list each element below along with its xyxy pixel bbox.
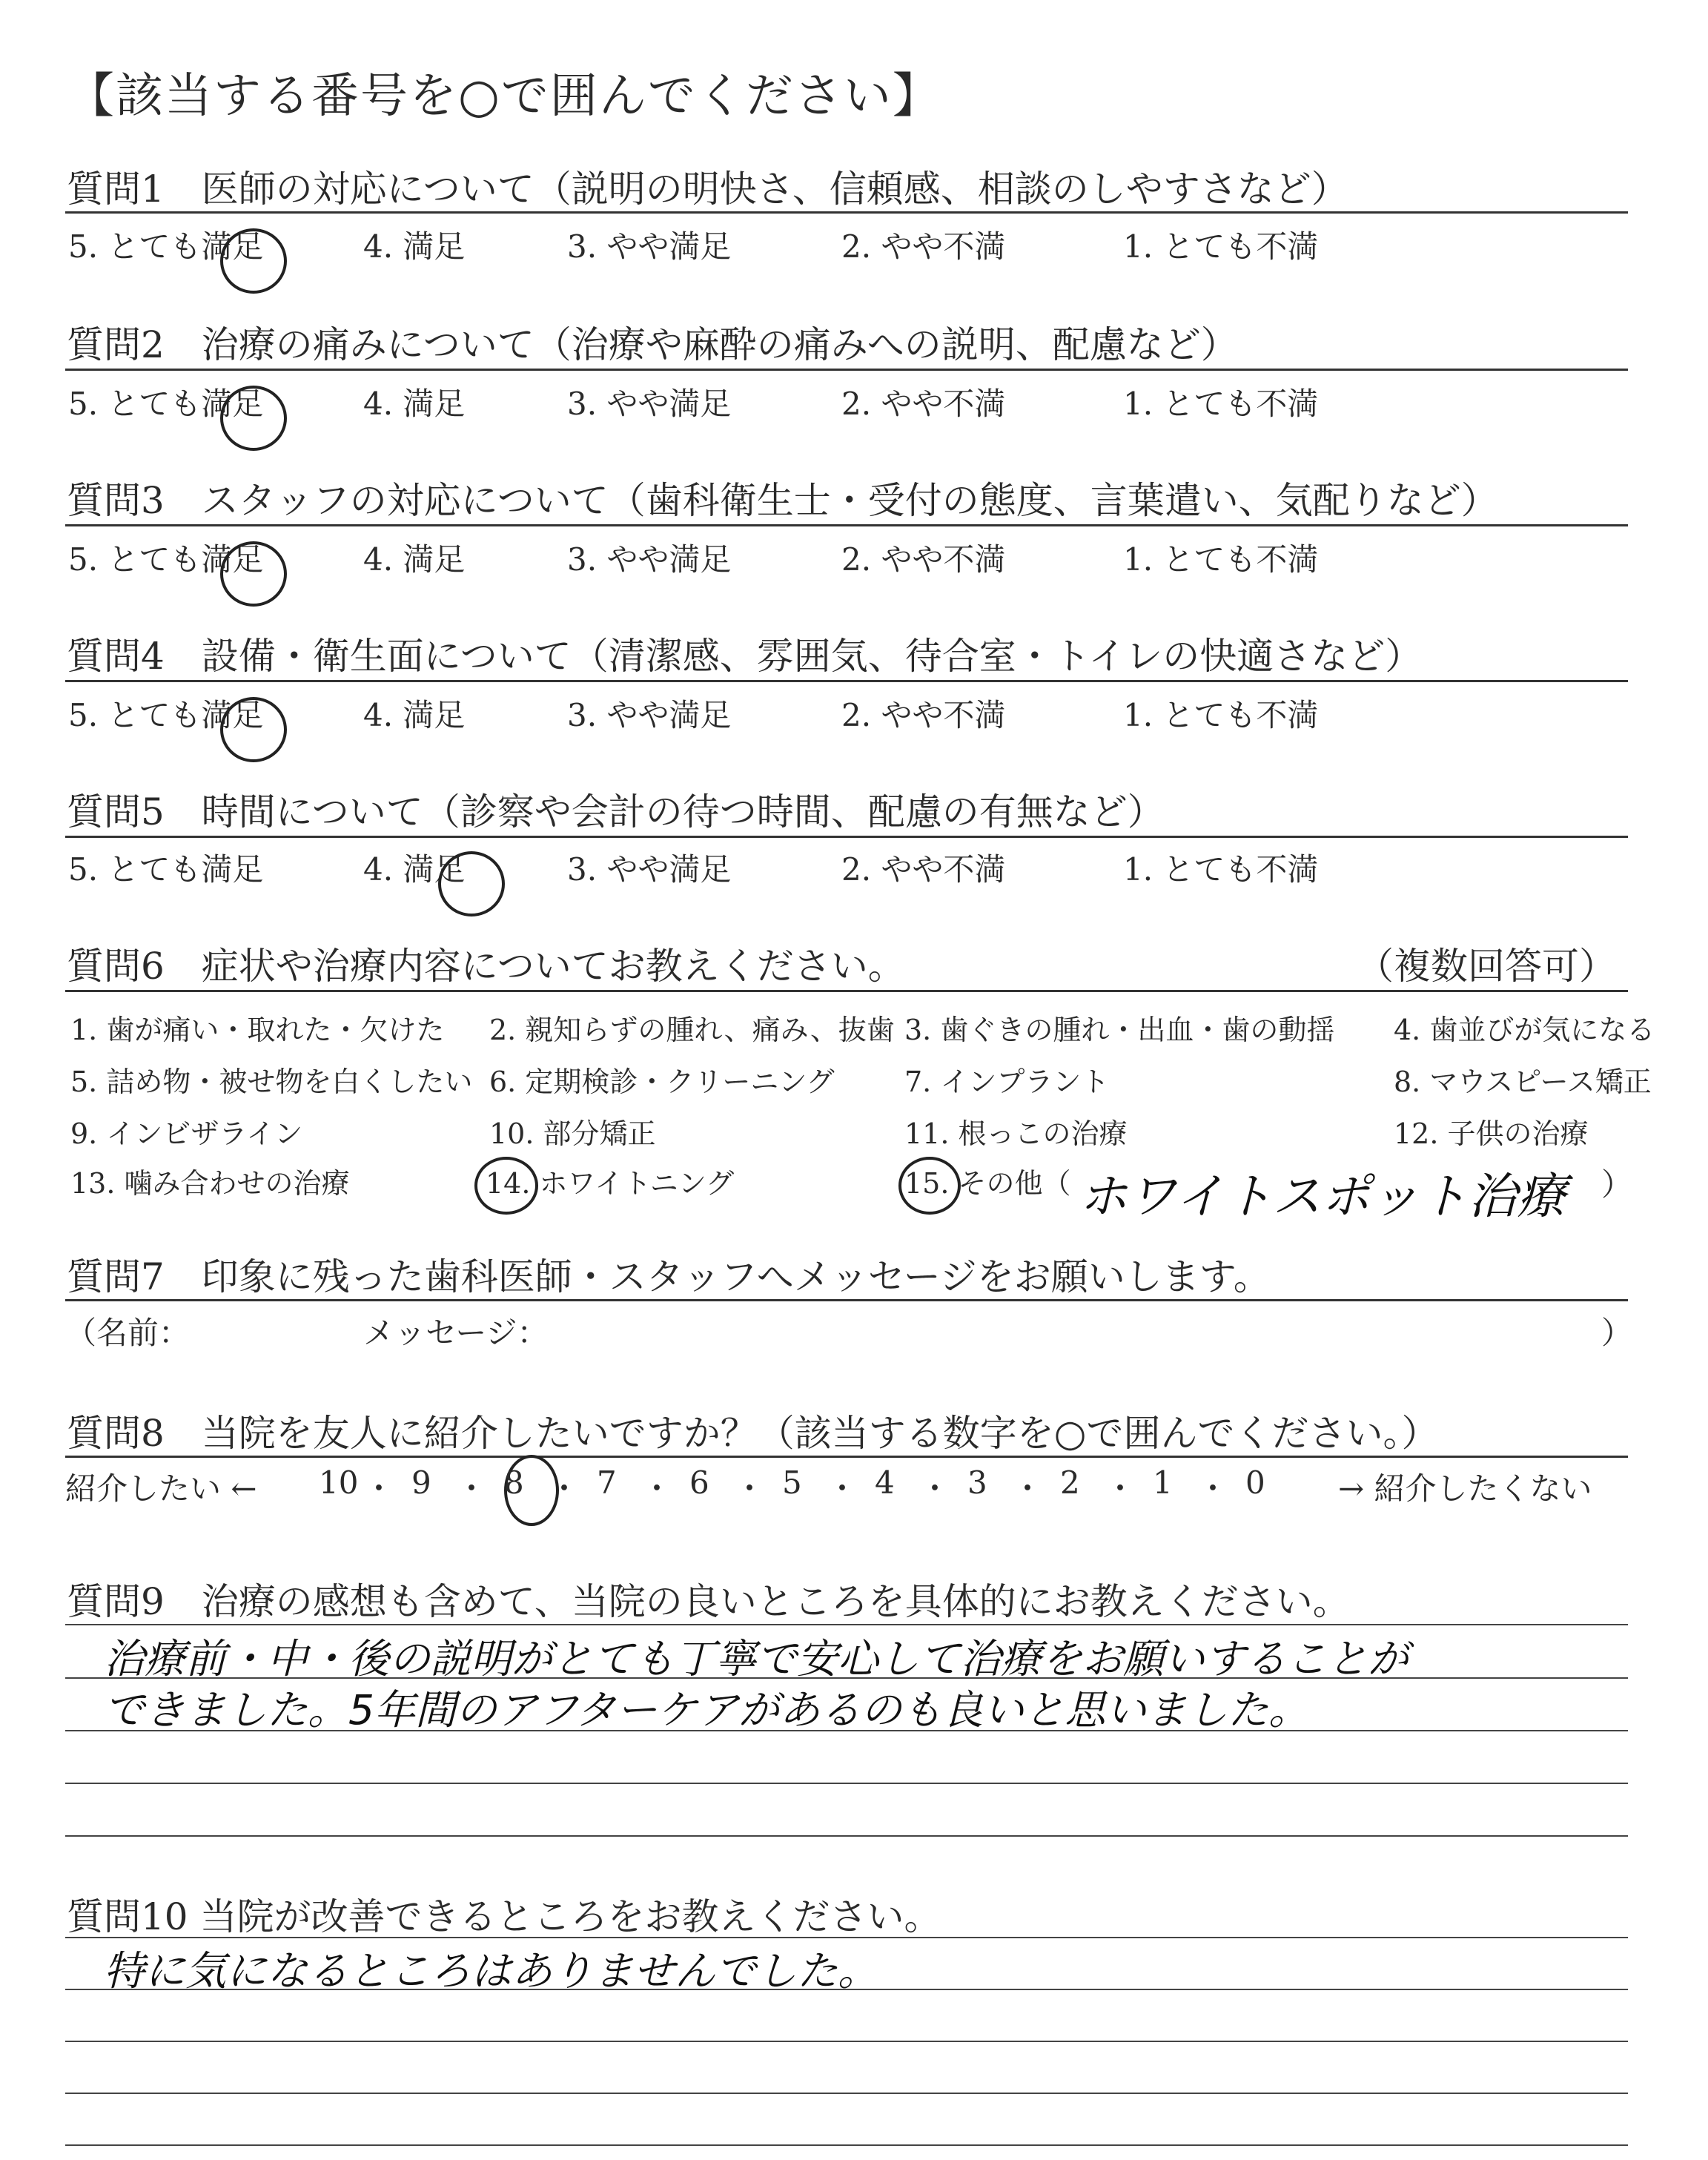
scale-separator: ・ <box>549 1470 580 1507</box>
scale-separator: ・ <box>456 1470 488 1507</box>
answer-circle <box>220 386 287 451</box>
rating-option[interactable]: 5. とても満足 <box>68 851 264 888</box>
rating-option[interactable]: 2. やや不満 <box>841 541 1006 578</box>
scale-separator: ・ <box>641 1470 673 1507</box>
q6-option[interactable]: 2. 親知らずの腫れ、痛み、抜歯 <box>489 1014 895 1046</box>
question-1: 質問1 医師の対応について（説明の明快さ、信頼感、相談のしやすさなど） <box>67 168 1348 211</box>
question-2: 質問2 治療の痛みについて（治療や麻酔の痛みへの説明、配慮など） <box>67 323 1238 366</box>
rating-option[interactable]: 3. やや満足 <box>567 228 732 265</box>
q6-option[interactable]: 5. 詰め物・被せ物を白くしたい <box>70 1066 473 1098</box>
answer-line <box>65 1783 1628 1784</box>
q6-option[interactable]: 7. インプラント <box>904 1066 1110 1098</box>
rating-option[interactable]: 1. とても不満 <box>1123 541 1319 578</box>
rating-option[interactable]: 4. 満足 <box>363 386 466 422</box>
rating-option[interactable]: 2. やや不満 <box>841 697 1006 733</box>
q6-option[interactable]: 12. 子供の治療 <box>1394 1117 1589 1150</box>
rating-option[interactable]: 2. やや不満 <box>841 386 1006 422</box>
answer-circle <box>220 228 287 294</box>
rating-option[interactable]: 1. とても不満 <box>1123 697 1319 733</box>
q6-option[interactable]: 13. 噛み合わせの治療 <box>70 1167 350 1200</box>
answer-line <box>65 1989 1628 1990</box>
scale-separator: ・ <box>1012 1470 1044 1507</box>
answer-circle <box>438 851 505 916</box>
scale-number[interactable]: 3 <box>967 1464 987 1501</box>
q6-option[interactable]: 4. 歯並びが気になる <box>1394 1014 1655 1046</box>
scale-number[interactable]: 5 <box>782 1464 802 1501</box>
answer-line <box>65 2093 1628 2094</box>
rating-option[interactable]: 3. やや満足 <box>567 541 732 578</box>
divider <box>65 836 1628 838</box>
q6-option[interactable]: 6. 定期検診・クリーニング <box>489 1066 835 1098</box>
q6-option[interactable]: 11. 根っこの治療 <box>904 1117 1128 1150</box>
q6-option[interactable]: 15. その他（ <box>904 1167 1071 1200</box>
answer-line <box>65 2144 1628 2146</box>
answer-circle <box>220 697 287 762</box>
page-title: 【該当する番号を○で囲んでください】 <box>67 69 941 124</box>
rating-option[interactable]: 4. 満足 <box>363 697 466 733</box>
scale-separator: ・ <box>1105 1470 1136 1507</box>
scale-separator: ・ <box>1197 1470 1229 1507</box>
rating-option[interactable]: 1. とても不満 <box>1123 228 1319 265</box>
q9-answer-line-2: できました。5年間のアフターケアがあるのも良いと思いました。 <box>104 1686 1310 1734</box>
scale-separator: ・ <box>827 1470 858 1507</box>
rating-option[interactable]: 1. とても不満 <box>1123 851 1319 888</box>
divider <box>65 680 1628 682</box>
q7-close: ） <box>1601 1315 1633 1351</box>
divider <box>65 990 1628 992</box>
question-6: 質問6 症状や治療内容についてお教えください。 <box>67 945 905 988</box>
scale-number[interactable]: 8 <box>504 1464 524 1501</box>
scale-separator: ・ <box>919 1470 951 1507</box>
q10-answer: 特に気になるところはありませんでした。 <box>104 1947 879 1995</box>
scale-number[interactable]: 1 <box>1153 1464 1173 1501</box>
q7-name-label: （名前： <box>65 1315 191 1351</box>
q8-left-label: 紹介したい ← <box>65 1470 257 1507</box>
q6-option[interactable]: 14. ホワイトニング <box>486 1167 735 1200</box>
q6-other-answer: ホワイトスポット治療 <box>1079 1168 1566 1225</box>
rating-option[interactable]: 4. 満足 <box>363 851 466 888</box>
question-3: 質問3 スタッフの対応について（歯科衛生士・受付の態度、言葉遣い、気配りなど） <box>67 479 1498 522</box>
rating-option[interactable]: 5. とても満足 <box>68 386 264 422</box>
question-8: 質問8 当院を友人に紹介したいですか？（該当する数字を○で囲んでください。） <box>67 1412 1439 1455</box>
divider <box>65 211 1628 214</box>
scale-number[interactable]: 9 <box>411 1464 431 1501</box>
scale-number[interactable]: 4 <box>875 1464 895 1501</box>
answer-line <box>65 1730 1628 1731</box>
question-7: 質問7 印象に残った歯科医師・スタッフへメッセージをお願いします。 <box>67 1255 1271 1298</box>
divider <box>65 1456 1628 1458</box>
scale-number[interactable]: 2 <box>1060 1464 1080 1501</box>
rating-option[interactable]: 5. とても満足 <box>68 697 264 733</box>
rating-option[interactable]: 2. やや不満 <box>841 851 1006 888</box>
answer-line <box>65 1624 1628 1625</box>
question-10: 質問10 当院が改善できるところをお教えください。 <box>67 1895 941 1938</box>
rating-option[interactable]: 1. とても不満 <box>1123 386 1319 422</box>
rating-option[interactable]: 4. 満足 <box>363 228 466 265</box>
divider <box>65 524 1628 526</box>
q7-message-label: メッセージ： <box>363 1315 549 1351</box>
scale-number[interactable]: 6 <box>689 1464 709 1501</box>
answer-line <box>65 2041 1628 2042</box>
answer-line <box>65 1835 1628 1837</box>
q6-option[interactable]: 8. マウスピース矯正 <box>1394 1066 1652 1098</box>
rating-option[interactable]: 5. とても満足 <box>68 541 264 578</box>
rating-option[interactable]: 3. やや満足 <box>567 851 732 888</box>
q6-option[interactable]: 1. 歯が痛い・取れた・欠けた <box>70 1014 445 1046</box>
scale-number[interactable]: 10 <box>319 1464 359 1501</box>
question-9: 質問9 治療の感想も含めて、当院の良いところを具体的にお教えください。 <box>67 1580 1350 1623</box>
scale-number[interactable]: 7 <box>597 1464 617 1501</box>
scale-separator: ・ <box>363 1470 395 1507</box>
scale-separator: ・ <box>734 1470 766 1507</box>
divider <box>65 369 1628 371</box>
q8-right-label: → 紹介したくない <box>1338 1470 1592 1507</box>
q6-option[interactable]: 9. インビザライン <box>70 1117 303 1150</box>
scale-number[interactable]: 0 <box>1245 1464 1265 1501</box>
rating-option[interactable]: 3. やや満足 <box>567 697 732 733</box>
q6-option[interactable]: 3. 歯ぐきの腫れ・出血・歯の動揺 <box>904 1014 1335 1046</box>
rating-option[interactable]: 5. とても満足 <box>68 228 264 265</box>
rating-option[interactable]: 2. やや不満 <box>841 228 1006 265</box>
q6-other-close: ） <box>1601 1166 1633 1203</box>
question-5: 質問5 時間について（診察や会計の待つ時間、配慮の有無など） <box>67 790 1165 833</box>
multiple-answers-note: （複数回答可） <box>1357 945 1616 988</box>
answer-circle <box>220 541 287 607</box>
rating-option[interactable]: 4. 満足 <box>363 541 466 578</box>
rating-option[interactable]: 3. やや満足 <box>567 386 732 422</box>
question-4: 質問4 設備・衛生面について（清潔感、雰囲気、待合室・トイレの快適さなど） <box>67 635 1423 678</box>
divider <box>65 1299 1628 1301</box>
q6-option[interactable]: 10. 部分矯正 <box>489 1117 656 1150</box>
q9-answer-line-1: 治療前・中・後の説明がとても丁寧で安心して治療をお願いすることが <box>104 1635 1409 1682</box>
